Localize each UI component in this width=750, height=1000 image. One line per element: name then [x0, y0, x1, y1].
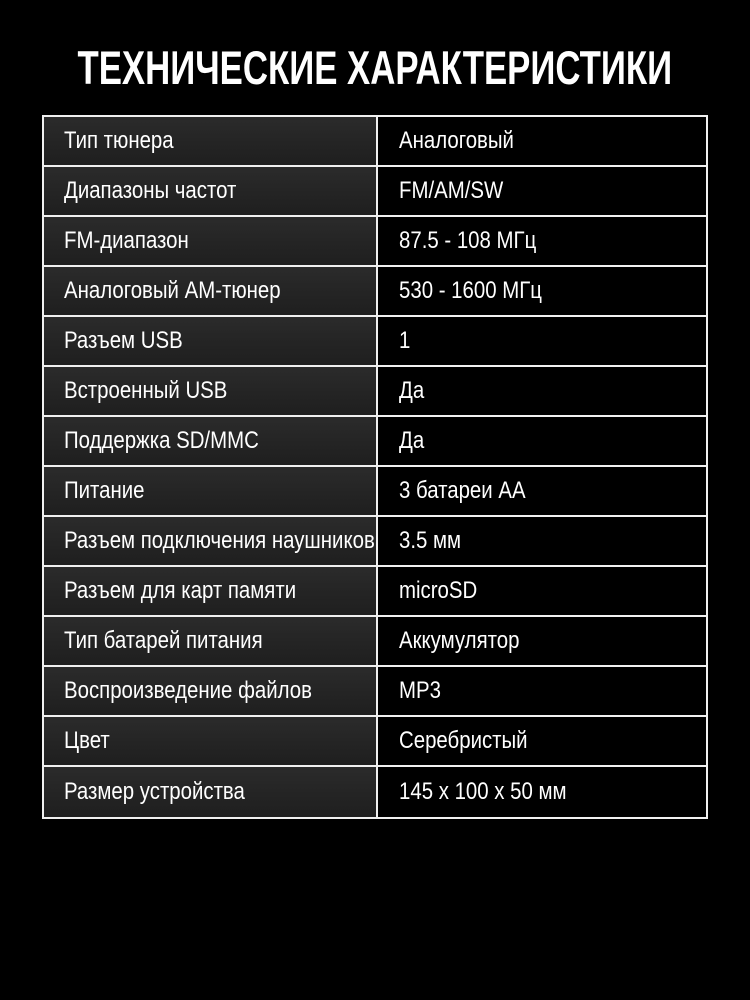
table-row — [44, 317, 706, 367]
spec-value-cell — [378, 417, 706, 465]
table-row — [44, 417, 706, 467]
spec-value: Да — [399, 427, 425, 454]
spec-value: 530 - 1600 МГц — [399, 277, 542, 304]
spec-label-cell — [44, 567, 378, 615]
spec-table — [42, 115, 708, 819]
spec-value: microSD — [399, 577, 478, 604]
spec-label: Разъем USB — [64, 327, 183, 354]
spec-value: MP3 — [399, 677, 441, 704]
spec-label: Тип батарей питания — [64, 627, 263, 654]
spec-value-cell — [378, 267, 706, 315]
spec-label-cell — [44, 267, 378, 315]
spec-value: 145 x 100 x 50 мм — [399, 778, 567, 805]
spec-label: Разъем для карт памяти — [64, 577, 297, 604]
spec-label-cell — [44, 717, 378, 765]
spec-value: Серебристый — [399, 727, 528, 754]
table-row — [44, 267, 706, 317]
spec-value-cell — [378, 617, 706, 665]
spec-value-cell — [378, 667, 706, 715]
spec-label-cell — [44, 117, 378, 165]
table-row — [44, 367, 706, 417]
spec-value-cell — [378, 467, 706, 515]
table-row — [44, 467, 706, 517]
table-row — [44, 517, 706, 567]
table-row — [44, 767, 706, 817]
spec-value-cell — [378, 567, 706, 615]
table-row — [44, 667, 706, 717]
spec-value: 3 батареи AA — [399, 477, 526, 504]
spec-value: 87.5 - 108 МГц — [399, 227, 537, 254]
spec-label: Тип тюнера — [64, 127, 174, 154]
spec-value-cell — [378, 517, 706, 565]
spec-value-cell — [378, 367, 706, 415]
table-row — [44, 567, 706, 617]
spec-label-cell — [44, 167, 378, 215]
page-title-text: ТЕХНИЧЕСКИЕ ХАРАКТЕРИСТИКИ — [77, 40, 673, 94]
spec-value: 3.5 мм — [399, 527, 462, 554]
spec-value-cell — [378, 317, 706, 365]
spec-label: FM-диапазон — [64, 227, 189, 254]
spec-label: Аналоговый AM-тюнер — [64, 277, 281, 304]
spec-label: Питание — [64, 477, 145, 504]
spec-value: Аналоговый — [399, 127, 514, 154]
spec-value-cell — [378, 767, 706, 817]
spec-value: 1 — [399, 327, 411, 354]
page-title — [0, 40, 750, 94]
spec-label-cell — [44, 417, 378, 465]
table-row — [44, 717, 706, 767]
table-row — [44, 217, 706, 267]
spec-value-cell — [378, 217, 706, 265]
spec-label-cell — [44, 317, 378, 365]
spec-label: Цвет — [64, 727, 110, 754]
spec-label-cell — [44, 767, 378, 817]
spec-value: FM/AM/SW — [399, 177, 504, 204]
spec-label-cell — [44, 517, 378, 565]
spec-value-cell — [378, 167, 706, 215]
spec-label: Воспроизведение файлов — [64, 677, 312, 704]
spec-label: Диапазоны частот — [64, 177, 237, 204]
table-row — [44, 117, 706, 167]
spec-label-cell — [44, 467, 378, 515]
spec-label-cell — [44, 667, 378, 715]
spec-label: Разъем подключения наушников — [64, 527, 375, 554]
spec-value-cell — [378, 117, 706, 165]
spec-value: Аккумулятор — [399, 627, 520, 654]
spec-label: Размер устройства — [64, 778, 245, 805]
spec-label-cell — [44, 217, 378, 265]
spec-label-cell — [44, 367, 378, 415]
table-row — [44, 617, 706, 667]
spec-label-cell — [44, 617, 378, 665]
spec-label: Поддержка SD/MMC — [64, 427, 259, 454]
table-row — [44, 167, 706, 217]
spec-label: Встроенный USB — [64, 377, 228, 404]
spec-value: Да — [399, 377, 425, 404]
spec-value-cell — [378, 717, 706, 765]
